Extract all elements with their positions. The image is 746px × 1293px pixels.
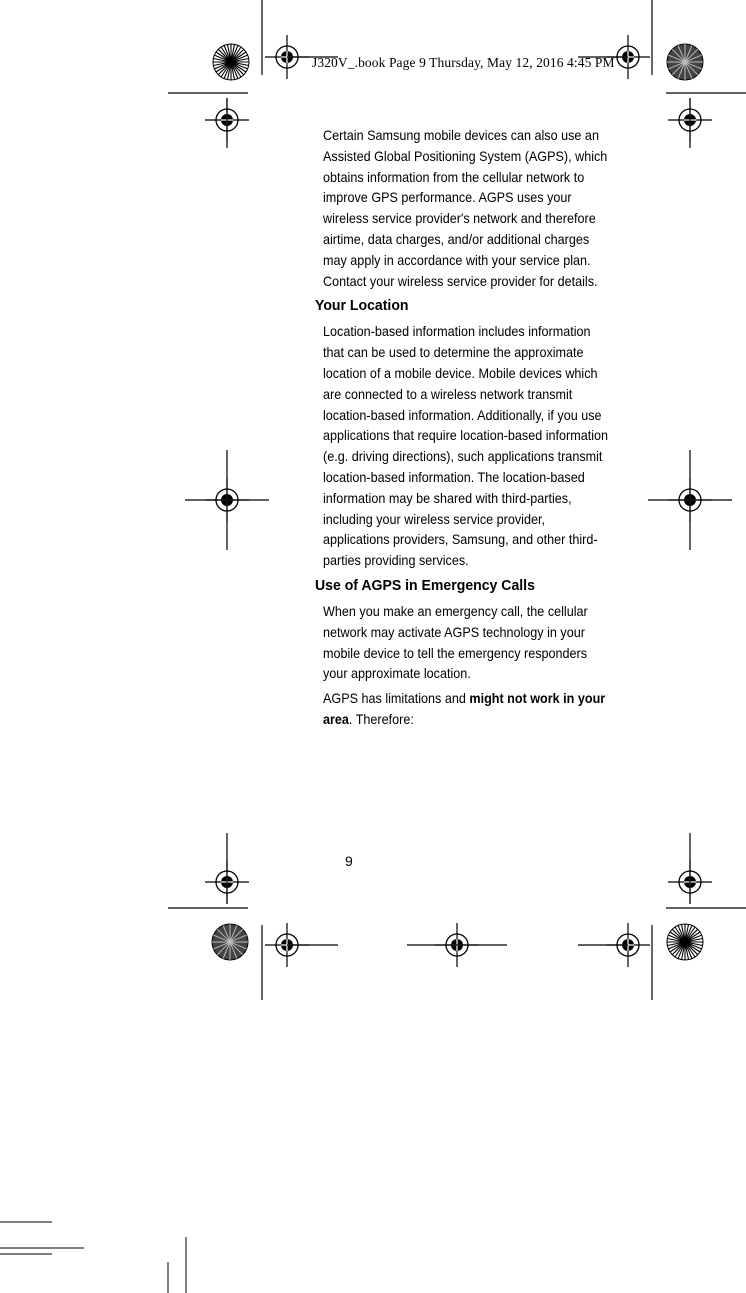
page-number: 9: [345, 853, 353, 869]
star-target-icon: [212, 924, 248, 960]
agps-paragraph: When you make an emergency call, the cellular network may activate AGPS technology in your mobile device to tell the emergency responders your approximate location.: [323, 602, 588, 682]
star-target-icon: [667, 924, 703, 960]
agps-limitations-paragraph: [323, 688, 611, 730]
section-heading-your-location: Your Location: [315, 298, 409, 315]
star-target-icon: [213, 44, 249, 80]
document-body: [315, 125, 615, 730]
intro-paragraph: Certain Samsung mobile devices can also use an Assisted Global Positioning System (AGPS), which obtains information from the cellular network to improve GPS performance. AGPS uses your wireless service provider's network and therefore airtime, data charges, and/or additional charges may apply in accordance with your service plan. Contact your wireless service provider for details.: [323, 127, 608, 289]
section-heading-agps-emergency: Use of AGPS in Emergency Calls: [315, 577, 535, 594]
print-slug-header: J320V_.book Page 9 Thursday, May 12, 2016 4:45 PM: [312, 55, 615, 70]
star-target-icon: [667, 44, 703, 80]
limitations-text-prefix: AGPS has limitations and: [323, 690, 470, 707]
limitations-text-suffix: . Therefore:: [348, 710, 414, 727]
limitations-emphasis: might not work in your area: [323, 690, 606, 727]
location-paragraph: Location-based information includes information that can be used to determine the approximate location of a mobile device. Mobile devices which are connected to a wireless network transmit location-based information. Additionally, if you use applications that require location-based information (e.g. driving directions), such applications transmit location-based information. The location-based information may be shared with third-parties, including your wireless service provider, applications providers, Samsung, and other third-parties providing services.: [323, 323, 609, 569]
